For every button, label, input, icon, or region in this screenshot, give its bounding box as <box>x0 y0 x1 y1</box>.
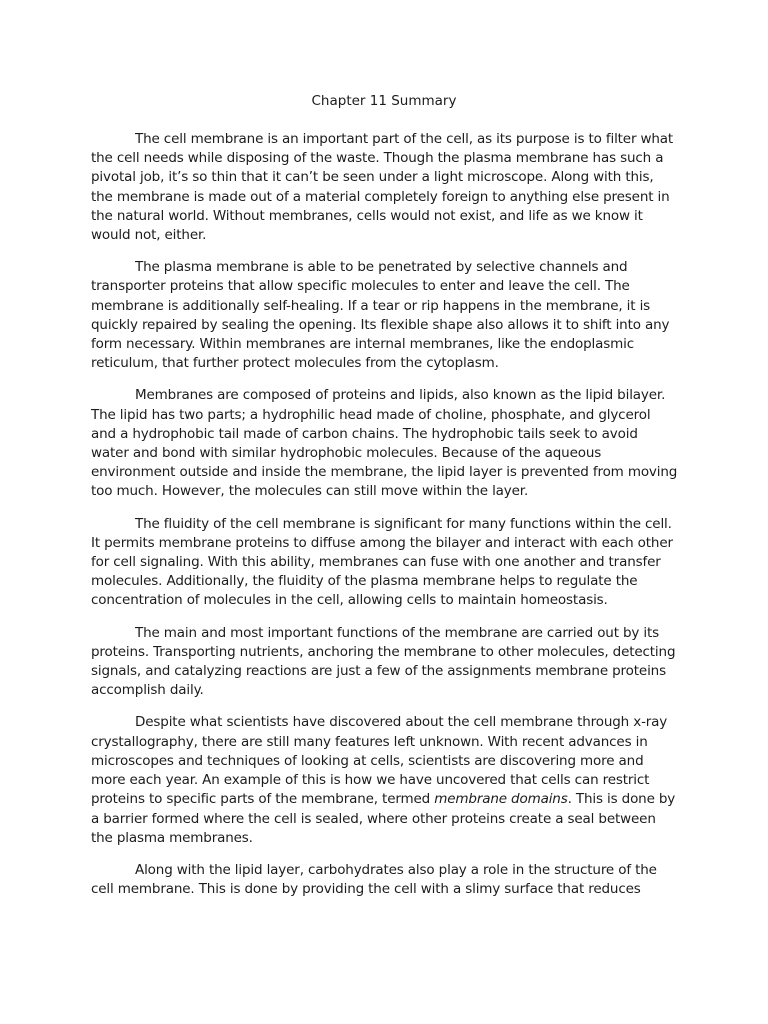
paragraph-4: The fluidity of the cell membrane is significant for many functions within the cell. It permits membrane proteins to diffuse among the bilayer and interact with each other for cell signaling. With this ability, membranes can fuse with one another and transfer molecules. Additionally, the fluidity of the plasma membrane helps to regulate the concentration of molecules in the cell, allowing cells to maintain homeostasis. <box>91 515 673 609</box>
paragraph-3: Membranes are composed of proteins and lipids, also known as the lipid bilayer. The lipid has two parts; a hydrophilic head made of choline, phosphate, and glycerol and a hydrophobic tail made of carbon chains. The hydrophobic tails seek to avoid water and bond with similar hydrophobic molecules. Because of the aqueous environment outside and inside the membrane, the lipid layer is prevented from moving too much. However, the molecules can still move within the layer. <box>91 387 678 500</box>
page-title: Chapter 11 Summary <box>311 93 457 109</box>
paragraph-6-text-after: . This is done by a barrier formed where the cell is sealed, where other proteins create a seal between the plasma membranes. <box>91 791 676 846</box>
paragraph-6 <box>91 713 679 847</box>
paragraph-6-text-before: Despite what scientists have discovered about the cell membrane through x-ray crystallography, there are still many features left unknown. With recent advances in microscopes and techniques of looking at cells, scientists are discovering more and more each year. An example of this is how we have uncovered that cells can restrict proteins to specific parts of the membrane, termed <box>91 714 668 808</box>
paragraph-1: The cell membrane is an important part of the cell, as its purpose is to filter what the cell needs while disposing of the waste. Though the plasma membrane has such a pivotal job, it’s so thin that it can’t be seen under a light microscope. Along with this, the membrane is made out of a material completely foreign to anything else present in the natural world. Without membranes, cells would not exist, and life as we know it would not, either. <box>91 131 674 244</box>
paragraph-7: Along with the lipid layer, carbohydrates also play a role in the structure of the cell membrane. This is done by providing the cell with a slimy surface that reduces <box>91 861 657 898</box>
document-body <box>91 130 679 912</box>
paragraph-5: The main and most important functions of the membrane are carried out by its proteins. Transporting nutrients, anchoring the membrane to other molecules, detecting signals, and catalyzing reactions are just a few of the assignments membrane proteins accomplish daily. <box>91 624 676 699</box>
paragraph-2: The plasma membrane is able to be penetrated by selective channels and transporter proteins that allow specific molecules to enter and leave the cell. The membrane is additionally self-healing. If a tear or rip happens in the membrane, it is quickly repaired by sealing the opening. Its flexible shape also allows it to shift into any form necessary. Within membranes are internal membranes, like the endoplasmic reticulum, that further protect molecules from the cytoplasm. <box>91 259 670 372</box>
paragraph-6-emphasis: membrane domains <box>434 791 568 808</box>
